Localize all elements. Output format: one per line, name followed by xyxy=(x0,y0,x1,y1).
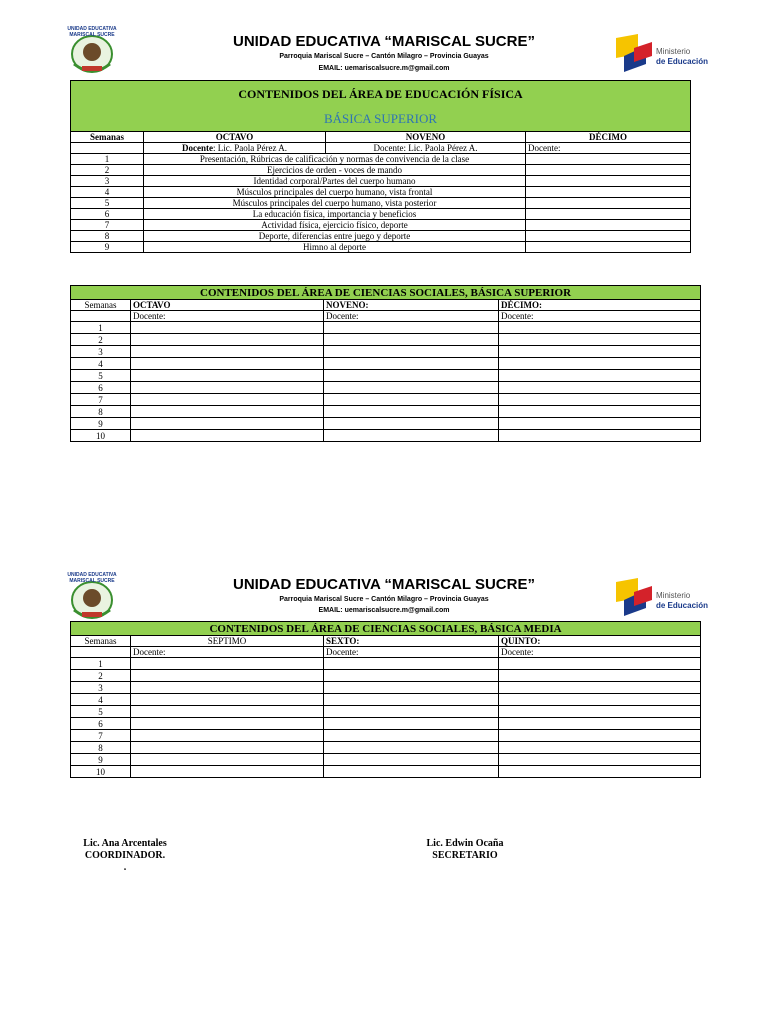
week-number: 6 xyxy=(71,382,131,394)
coordinator-role: COORDINADOR. xyxy=(84,850,166,861)
week-number: 7 xyxy=(71,394,131,406)
week-number: 7 xyxy=(71,220,144,231)
table-row xyxy=(71,220,691,231)
table-row xyxy=(71,394,701,406)
week-number: 6 xyxy=(71,718,131,730)
ministry-line1: Ministerio xyxy=(656,591,691,600)
secretary-role: SECRETARIO xyxy=(432,850,498,861)
table-row xyxy=(71,334,701,346)
table2-teacher-decimo: Docente: xyxy=(499,311,701,322)
week-content: La educación física, importancia y beneficios xyxy=(144,209,526,220)
table2-teacher-octavo: Docente: xyxy=(131,311,324,322)
school-name-2: UNIDAD EDUCATIVA “MARISCAL SUCRE” xyxy=(233,576,535,593)
logo-text-top: UNIDAD EDUCATIVA xyxy=(67,26,117,32)
table-row xyxy=(71,346,701,358)
table-row xyxy=(71,382,701,394)
coordinator-name: Lic. Ana Arcentales xyxy=(83,838,167,849)
ministry-line2: de Educación xyxy=(656,57,708,66)
school-address: Parroquia Mariscal Sucre – Cantón Milagro – Provincia Guayas xyxy=(279,53,489,60)
week-number: 9 xyxy=(71,242,144,253)
week-number: 4 xyxy=(71,358,131,370)
table2-title: CONTENIDOS DEL ÁREA DE CIENCIAS SOCIALES, BÁSICA SUPERIOR xyxy=(71,286,701,300)
week-number: 8 xyxy=(71,231,144,242)
table-row xyxy=(71,670,701,682)
week-content: Músculos principales del cuerpo humano, vista posterior xyxy=(144,198,526,209)
ministry-logo xyxy=(616,34,708,74)
table1-col-weeks: Semanas xyxy=(71,132,144,143)
week-number: 8 xyxy=(71,742,131,754)
table-row xyxy=(71,682,701,694)
table3-col-weeks: Semanas xyxy=(71,636,131,647)
table1-col-decimo: DÉCIMO xyxy=(526,132,691,143)
ministry-logo-2 xyxy=(616,578,708,618)
table-ciencias-sociales-superior xyxy=(70,285,701,442)
table-row xyxy=(71,187,691,198)
table-ciencias-sociales-media xyxy=(70,621,701,778)
week-content: Identidad corporal/Partes del cuerpo humano xyxy=(144,176,526,187)
table3-teacher-septimo: Docente: xyxy=(131,647,324,658)
table2-col-noveno: NOVENO: xyxy=(324,300,499,311)
week-number: 5 xyxy=(71,706,131,718)
table-row xyxy=(71,406,701,418)
table-row xyxy=(71,165,691,176)
week-number: 10 xyxy=(71,430,131,442)
table-row xyxy=(71,430,701,442)
signature-coordinator xyxy=(70,838,180,874)
signature-secretary xyxy=(410,838,520,862)
school-email: EMAIL: uemariscalsucre.m@gmail.com xyxy=(318,65,450,72)
table-row xyxy=(71,322,701,334)
week-number: 6 xyxy=(71,209,144,220)
secretary-name: Lic. Edwin Ocaña xyxy=(426,838,504,849)
week-number: 4 xyxy=(71,694,131,706)
table3-col-sexto: SEXTO: xyxy=(324,636,499,647)
table3-col-quinto: QUINTO: xyxy=(499,636,701,647)
table1-title: CONTENIDOS DEL ÁREA DE EDUCACIÓN FÍSICA xyxy=(71,81,691,108)
week-content: Ejercicios de orden - voces de mando xyxy=(144,165,526,176)
ministry-line2: de Educación xyxy=(656,601,708,610)
week-number: 3 xyxy=(71,682,131,694)
table2-col-octavo: OCTAVO xyxy=(131,300,324,311)
school-email-2: EMAIL: uemariscalsucre.m@gmail.com xyxy=(318,607,450,614)
table-row xyxy=(71,766,701,778)
table3-teacher-sexto: Docente: xyxy=(324,647,499,658)
table-row xyxy=(71,176,691,187)
week-number: 9 xyxy=(71,754,131,766)
table-row xyxy=(71,418,701,430)
table2-col-weeks: Semanas xyxy=(71,300,131,311)
table-row xyxy=(71,694,701,706)
week-number: 1 xyxy=(71,322,131,334)
week-number: 7 xyxy=(71,730,131,742)
table-row xyxy=(71,209,691,220)
table2-col-decimo: DÉCIMO: xyxy=(499,300,701,311)
table1-subtitle: BÁSICA SUPERIOR xyxy=(71,107,691,132)
table-row xyxy=(71,730,701,742)
table-row xyxy=(71,742,701,754)
week-number: 9 xyxy=(71,418,131,430)
table-row xyxy=(71,658,701,670)
week-content: Deporte, diferencias entre juego y deporte xyxy=(144,231,526,242)
week-content: Himno al deporte xyxy=(144,242,526,253)
table-row xyxy=(71,242,691,253)
week-number: 1 xyxy=(71,658,131,670)
table3-title: CONTENIDOS DEL ÁREA DE CIENCIAS SOCIALES, BÁSICA MEDIA xyxy=(71,622,701,636)
table-educacion-fisica xyxy=(70,80,691,253)
ministry-line1: Ministerio xyxy=(656,47,691,56)
table-row xyxy=(71,358,701,370)
week-number: 3 xyxy=(71,346,131,358)
week-number: 2 xyxy=(71,670,131,682)
table1-teacher-noveno: Docente: Lic. Paola Pérez A. xyxy=(326,143,526,154)
table2-teacher-noveno: Docente: xyxy=(324,311,499,322)
table3-teacher-quinto: Docente: xyxy=(499,647,701,658)
table1-col-octavo: OCTAVO xyxy=(144,132,326,143)
logo-text-top: UNIDAD EDUCATIVA xyxy=(67,572,117,578)
week-number: 8 xyxy=(71,406,131,418)
table1-teacher-octavo: Docente: Lic. Paola Pérez A. xyxy=(144,143,326,154)
coordinator-dot: . xyxy=(123,862,127,873)
week-number: 4 xyxy=(71,187,144,198)
week-content: Presentación, Rúbricas de calificación y normas de convivencia de la clase xyxy=(144,154,526,165)
table-row xyxy=(71,754,701,766)
logo-text-bottom: MARISCAL SUCRE xyxy=(69,578,115,584)
table-row xyxy=(71,154,691,165)
table1-col-noveno: NOVENO xyxy=(326,132,526,143)
week-content: Actividad física, ejercicio físico, deporte xyxy=(144,220,526,231)
table-row xyxy=(71,370,701,382)
table-row xyxy=(71,198,691,209)
week-number: 2 xyxy=(71,334,131,346)
logo-text-bottom: MARISCAL SUCRE xyxy=(69,32,115,38)
week-number: 5 xyxy=(71,198,144,209)
table-row xyxy=(71,706,701,718)
week-number: 5 xyxy=(71,370,131,382)
table3-col-septimo: SEPTIMO xyxy=(131,636,324,647)
table-row xyxy=(71,231,691,242)
table1-teacher-decimo: Docente: xyxy=(526,143,691,154)
table-row xyxy=(71,718,701,730)
week-content: Músculos principales del cuerpo humano, vista frontal xyxy=(144,187,526,198)
school-address-2: Parroquia Mariscal Sucre – Cantón Milagro – Provincia Guayas xyxy=(279,596,489,603)
week-number: 2 xyxy=(71,165,144,176)
school-name: UNIDAD EDUCATIVA “MARISCAL SUCRE” xyxy=(233,33,535,50)
week-number: 3 xyxy=(71,176,144,187)
week-number: 10 xyxy=(71,766,131,778)
week-number: 1 xyxy=(71,154,144,165)
